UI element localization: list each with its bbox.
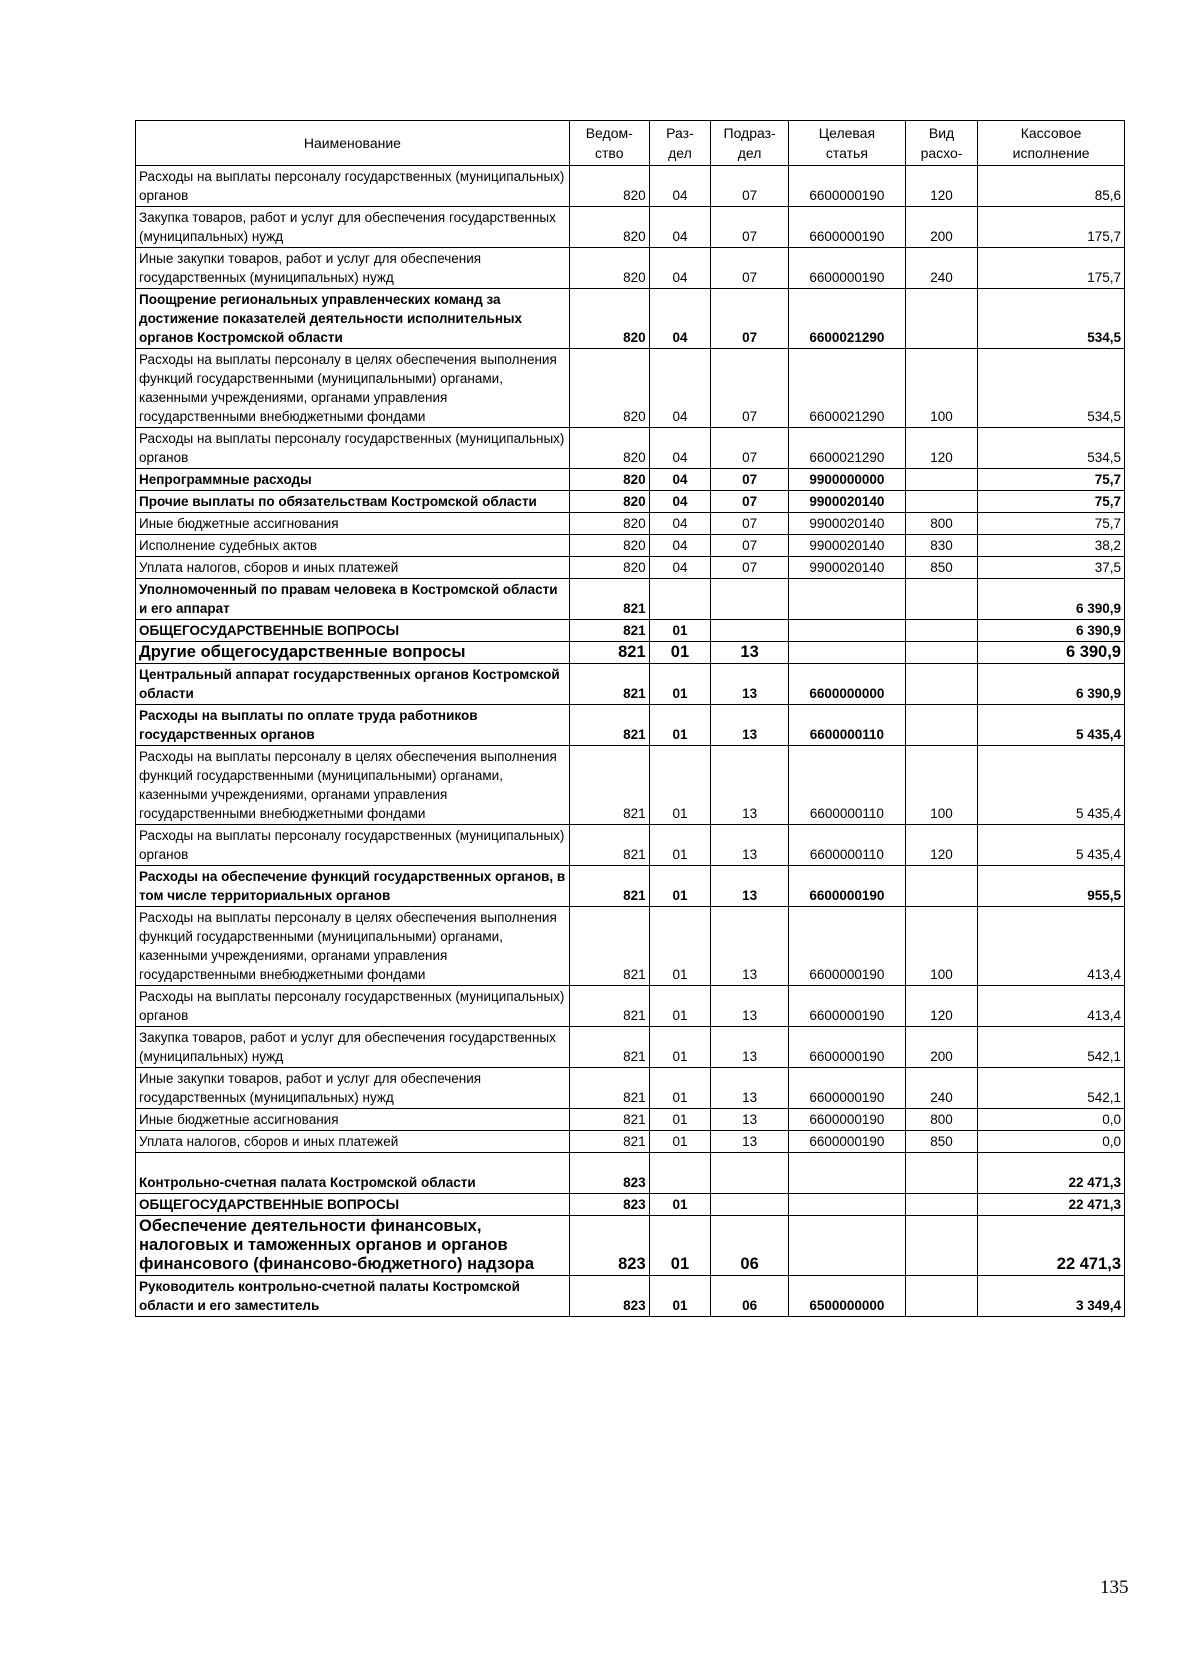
cell-cash-execution: 413,4: [978, 907, 1125, 986]
cell-dept: 821: [569, 620, 649, 642]
cell-subsection: [711, 1153, 789, 1194]
table-row: [136, 746, 1125, 825]
cell-expense-type: 200: [905, 1027, 977, 1068]
cell-target-article: [788, 579, 905, 620]
table-row: [136, 664, 1125, 705]
header-name: Наименование: [136, 121, 570, 166]
cell-name: Прочие выплаты по обязательствам Костромской области: [136, 491, 570, 513]
cell-subsection: [711, 1194, 789, 1216]
cell-cash-execution: 542,1: [978, 1068, 1125, 1109]
cell-section: 01: [649, 866, 711, 907]
table-row: [136, 469, 1125, 491]
cell-expense-type: 240: [905, 1068, 977, 1109]
cell-cash-execution: 413,4: [978, 986, 1125, 1027]
cell-target-article: [788, 1216, 905, 1276]
cell-name: Поощрение региональных управленческих команд за достижение показателей деятельности исполнительных органов Костромской области: [136, 289, 570, 349]
cell-name: ОБЩЕГОСУДАРСТВЕННЫЕ ВОПРОСЫ: [136, 620, 570, 642]
cell-name: Расходы на выплаты персоналу государственных (муниципальных) органов: [136, 986, 570, 1027]
cell-target-article: 6600000190: [788, 1109, 905, 1131]
cell-name: Контрольно-счетная палата Костромской области: [136, 1153, 570, 1194]
table-row: [136, 642, 1125, 664]
cell-cash-execution: 534,5: [978, 349, 1125, 428]
cell-section: [649, 579, 711, 620]
cell-expense-type: [905, 289, 977, 349]
cell-cash-execution: 6 390,9: [978, 664, 1125, 705]
cell-name: Иные закупки товаров, работ и услуг для обеспечения государственных (муниципальных) нужд: [136, 1068, 570, 1109]
cell-target-article: 6600000110: [788, 746, 905, 825]
cell-cash-execution: 85,6: [978, 166, 1125, 207]
table-row: [136, 1109, 1125, 1131]
cell-target-article: 6600000190: [788, 1068, 905, 1109]
table-row: [136, 207, 1125, 248]
cell-subsection: 07: [711, 513, 789, 535]
table-row: [136, 289, 1125, 349]
cell-cash-execution: 75,7: [978, 469, 1125, 491]
cell-subsection: 07: [711, 535, 789, 557]
cell-target-article: 6600021290: [788, 428, 905, 469]
cell-target-article: 6600021290: [788, 349, 905, 428]
cell-cash-execution: 534,5: [978, 428, 1125, 469]
cell-dept: 823: [569, 1276, 649, 1317]
cell-section: 04: [649, 248, 711, 289]
cell-expense-type: 120: [905, 986, 977, 1027]
cell-expense-type: [905, 620, 977, 642]
cell-dept: 821: [569, 642, 649, 664]
cell-section: 01: [649, 986, 711, 1027]
cell-target-article: 6600000190: [788, 986, 905, 1027]
cell-section: 01: [649, 907, 711, 986]
cell-expense-type: [905, 664, 977, 705]
cell-subsection: 07: [711, 469, 789, 491]
table-body: [136, 166, 1125, 1317]
cell-section: 01: [649, 1109, 711, 1131]
table-row: [136, 825, 1125, 866]
cell-expense-type: [905, 866, 977, 907]
cell-expense-type: 850: [905, 1131, 977, 1153]
table-row: [136, 986, 1125, 1027]
cell-subsection: 07: [711, 166, 789, 207]
cell-section: [649, 1153, 711, 1194]
cell-name: Иные бюджетные ассигнования: [136, 513, 570, 535]
cell-cash-execution: 534,5: [978, 289, 1125, 349]
cell-section: 04: [649, 428, 711, 469]
cell-expense-type: 100: [905, 349, 977, 428]
cell-dept: 821: [569, 664, 649, 705]
cell-dept: 820: [569, 535, 649, 557]
cell-cash-execution: 5 435,4: [978, 746, 1125, 825]
cell-expense-type: [905, 579, 977, 620]
cell-expense-type: [905, 1153, 977, 1194]
cell-subsection: 06: [711, 1276, 789, 1317]
cell-section: 04: [649, 469, 711, 491]
cell-section: 04: [649, 349, 711, 428]
cell-subsection: 07: [711, 349, 789, 428]
cell-section: 01: [649, 705, 711, 746]
budget-execution-table: [135, 120, 1125, 1317]
cell-dept: 821: [569, 1109, 649, 1131]
cell-dept: 821: [569, 579, 649, 620]
header-cash-execution: Кассовое исполнение: [978, 121, 1125, 166]
cell-cash-execution: 5 435,4: [978, 825, 1125, 866]
cell-section: 01: [649, 620, 711, 642]
cell-subsection: [711, 579, 789, 620]
cell-name: Исполнение судебных актов: [136, 535, 570, 557]
cell-expense-type: 120: [905, 428, 977, 469]
table-row: [136, 705, 1125, 746]
cell-name: Руководитель контрольно-счетной палаты Костромской области и его заместитель: [136, 1276, 570, 1317]
cell-target-article: 6600021290: [788, 289, 905, 349]
cell-subsection: 13: [711, 825, 789, 866]
cell-subsection: 13: [711, 1027, 789, 1068]
cell-subsection: 13: [711, 664, 789, 705]
cell-expense-type: 120: [905, 166, 977, 207]
table-row: [136, 1027, 1125, 1068]
cell-dept: 821: [569, 705, 649, 746]
cell-cash-execution: 0,0: [978, 1109, 1125, 1131]
cell-dept: 821: [569, 866, 649, 907]
cell-target-article: 9900000000: [788, 469, 905, 491]
cell-target-article: 9900020140: [788, 491, 905, 513]
table-row: [136, 620, 1125, 642]
header-dept: Ведом- ство: [569, 121, 649, 166]
cell-dept: 820: [569, 513, 649, 535]
cell-dept: 821: [569, 986, 649, 1027]
cell-target-article: 9900020140: [788, 535, 905, 557]
cell-dept: 820: [569, 349, 649, 428]
cell-section: 01: [649, 664, 711, 705]
header-subsection: Подраз- дел: [711, 121, 789, 166]
cell-target-article: [788, 1153, 905, 1194]
cell-name: Расходы на выплаты персоналу государственных (муниципальных) органов: [136, 166, 570, 207]
table-row: [136, 166, 1125, 207]
cell-expense-type: 850: [905, 557, 977, 579]
cell-name: Расходы на обеспечение функций государственных органов, в том числе территориальных органов: [136, 866, 570, 907]
cell-section: 04: [649, 535, 711, 557]
cell-name: Расходы на выплаты персоналу в целях обеспечения выполнения функций государственными (муниципальными) органами, казенными учреждениями, органами управления государственными внебюджетными фондами: [136, 746, 570, 825]
cell-expense-type: [905, 642, 977, 664]
cell-target-article: 6600000190: [788, 1131, 905, 1153]
cell-target-article: 9900020140: [788, 513, 905, 535]
table-row: [136, 513, 1125, 535]
cell-cash-execution: 5 435,4: [978, 705, 1125, 746]
cell-subsection: 13: [711, 907, 789, 986]
cell-subsection: 13: [711, 1068, 789, 1109]
cell-dept: 821: [569, 907, 649, 986]
cell-dept: 823: [569, 1194, 649, 1216]
cell-dept: 820: [569, 491, 649, 513]
cell-subsection: 13: [711, 705, 789, 746]
cell-subsection: 13: [711, 986, 789, 1027]
cell-name: Расходы на выплаты персоналу в целях обеспечения выполнения функций государственными (муниципальными) органами, казенными учреждениями, органами управления государственными внебюджетными фондами: [136, 907, 570, 986]
table-row: [136, 1068, 1125, 1109]
cell-target-article: 6600000190: [788, 1027, 905, 1068]
cell-cash-execution: 22 471,3: [978, 1194, 1125, 1216]
cell-dept: 820: [569, 248, 649, 289]
cell-cash-execution: 6 390,9: [978, 579, 1125, 620]
cell-section: 04: [649, 513, 711, 535]
cell-target-article: [788, 642, 905, 664]
cell-cash-execution: 22 471,3: [978, 1216, 1125, 1276]
cell-section: 04: [649, 289, 711, 349]
cell-name: Закупка товаров, работ и услуг для обеспечения государственных (муниципальных) нужд: [136, 207, 570, 248]
cell-name: Обеспечение деятельности финансовых, налоговых и таможенных органов и органов финансового (финансово-бюджетного) надзора: [136, 1216, 570, 1276]
cell-target-article: [788, 620, 905, 642]
cell-dept: 823: [569, 1153, 649, 1194]
cell-expense-type: [905, 1194, 977, 1216]
cell-expense-type: [905, 469, 977, 491]
cell-section: 01: [649, 642, 711, 664]
cell-target-article: 6600000110: [788, 825, 905, 866]
cell-subsection: 06: [711, 1216, 789, 1276]
cell-expense-type: 800: [905, 513, 977, 535]
table-row: [136, 349, 1125, 428]
cell-subsection: [711, 620, 789, 642]
table-header-row: [136, 121, 1125, 166]
cell-subsection: 07: [711, 428, 789, 469]
cell-section: 01: [649, 1027, 711, 1068]
cell-name: Расходы на выплаты по оплате труда работников государственных органов: [136, 705, 570, 746]
cell-name: Расходы на выплаты персоналу в целях обеспечения выполнения функций государственными (муниципальными) органами, казенными учреждениями, органами управления государственными внебюджетными фондами: [136, 349, 570, 428]
cell-name: Непрограммные расходы: [136, 469, 570, 491]
table-row: [136, 866, 1125, 907]
table-row: [136, 1131, 1125, 1153]
cell-cash-execution: 6 390,9: [978, 620, 1125, 642]
cell-name: Уплата налогов, сборов и иных платежей: [136, 1131, 570, 1153]
page-number: 135: [1100, 1577, 1129, 1598]
cell-name: Уплата налогов, сборов и иных платежей: [136, 557, 570, 579]
cell-cash-execution: 37,5: [978, 557, 1125, 579]
cell-subsection: 13: [711, 1131, 789, 1153]
table-row: [136, 1194, 1125, 1216]
cell-cash-execution: 3 349,4: [978, 1276, 1125, 1317]
cell-name: Уполномоченный по правам человека в Костромской области и его аппарат: [136, 579, 570, 620]
cell-target-article: 9900020140: [788, 557, 905, 579]
cell-section: 01: [649, 825, 711, 866]
cell-section: 04: [649, 491, 711, 513]
cell-section: 01: [649, 1068, 711, 1109]
cell-section: 01: [649, 1276, 711, 1317]
cell-cash-execution: 955,5: [978, 866, 1125, 907]
table-row: [136, 579, 1125, 620]
cell-target-article: 6600000190: [788, 207, 905, 248]
table-row: [136, 1216, 1125, 1276]
cell-target-article: 6600000190: [788, 907, 905, 986]
table-row: [136, 248, 1125, 289]
cell-cash-execution: 75,7: [978, 513, 1125, 535]
cell-expense-type: 120: [905, 825, 977, 866]
cell-dept: 820: [569, 207, 649, 248]
cell-expense-type: 100: [905, 907, 977, 986]
cell-expense-type: [905, 1276, 977, 1317]
cell-subsection: 13: [711, 746, 789, 825]
cell-cash-execution: 75,7: [978, 491, 1125, 513]
cell-target-article: 6600000190: [788, 166, 905, 207]
cell-target-article: [788, 1194, 905, 1216]
header-expense-type: Вид расхо-: [905, 121, 977, 166]
cell-subsection: 13: [711, 866, 789, 907]
cell-section: 01: [649, 746, 711, 825]
cell-dept: 820: [569, 557, 649, 579]
table-row: [136, 1276, 1125, 1317]
cell-subsection: 07: [711, 289, 789, 349]
cell-subsection: 07: [711, 491, 789, 513]
cell-dept: 821: [569, 1068, 649, 1109]
cell-section: 01: [649, 1194, 711, 1216]
cell-subsection: 07: [711, 557, 789, 579]
cell-dept: 820: [569, 469, 649, 491]
cell-cash-execution: 38,2: [978, 535, 1125, 557]
cell-dept: 821: [569, 1027, 649, 1068]
cell-cash-execution: 175,7: [978, 207, 1125, 248]
cell-dept: 821: [569, 1131, 649, 1153]
cell-name: Расходы на выплаты персоналу государственных (муниципальных) органов: [136, 825, 570, 866]
cell-expense-type: 100: [905, 746, 977, 825]
cell-cash-execution: 6 390,9: [978, 642, 1125, 664]
cell-section: 04: [649, 557, 711, 579]
table-row: [136, 907, 1125, 986]
cell-expense-type: [905, 1216, 977, 1276]
cell-subsection: 13: [711, 1109, 789, 1131]
cell-expense-type: 830: [905, 535, 977, 557]
cell-name: Центральный аппарат государственных органов Костромской области: [136, 664, 570, 705]
cell-section: 04: [649, 207, 711, 248]
cell-cash-execution: 22 471,3: [978, 1153, 1125, 1194]
cell-dept: 823: [569, 1216, 649, 1276]
cell-subsection: 13: [711, 642, 789, 664]
table-row: [136, 535, 1125, 557]
cell-dept: 820: [569, 166, 649, 207]
cell-subsection: 07: [711, 248, 789, 289]
cell-target-article: 6600000190: [788, 866, 905, 907]
cell-target-article: 6600000000: [788, 664, 905, 705]
cell-dept: 820: [569, 289, 649, 349]
header-target-article: Целевая статья: [788, 121, 905, 166]
header-section: Раз- дел: [649, 121, 711, 166]
cell-expense-type: 240: [905, 248, 977, 289]
cell-section: 01: [649, 1131, 711, 1153]
cell-subsection: 07: [711, 207, 789, 248]
cell-section: 04: [649, 166, 711, 207]
cell-dept: 820: [569, 428, 649, 469]
cell-expense-type: [905, 705, 977, 746]
cell-name: Другие общегосударственные вопросы: [136, 642, 570, 664]
cell-target-article: 6500000000: [788, 1276, 905, 1317]
cell-cash-execution: 0,0: [978, 1131, 1125, 1153]
table-row: [136, 557, 1125, 579]
table-row: [136, 428, 1125, 469]
cell-expense-type: 800: [905, 1109, 977, 1131]
table-row: [136, 491, 1125, 513]
cell-expense-type: 200: [905, 207, 977, 248]
cell-target-article: 6600000110: [788, 705, 905, 746]
cell-cash-execution: 542,1: [978, 1027, 1125, 1068]
cell-name: Иные закупки товаров, работ и услуг для обеспечения государственных (муниципальных) нужд: [136, 248, 570, 289]
cell-expense-type: [905, 491, 977, 513]
cell-dept: 821: [569, 746, 649, 825]
cell-section: 01: [649, 1216, 711, 1276]
cell-name: Закупка товаров, работ и услуг для обеспечения государственных (муниципальных) нужд: [136, 1027, 570, 1068]
cell-name: ОБЩЕГОСУДАРСТВЕННЫЕ ВОПРОСЫ: [136, 1194, 570, 1216]
cell-name: Расходы на выплаты персоналу государственных (муниципальных) органов: [136, 428, 570, 469]
cell-target-article: 6600000190: [788, 248, 905, 289]
cell-cash-execution: 175,7: [978, 248, 1125, 289]
cell-dept: 821: [569, 825, 649, 866]
table-row: [136, 1153, 1125, 1194]
cell-name: Иные бюджетные ассигнования: [136, 1109, 570, 1131]
